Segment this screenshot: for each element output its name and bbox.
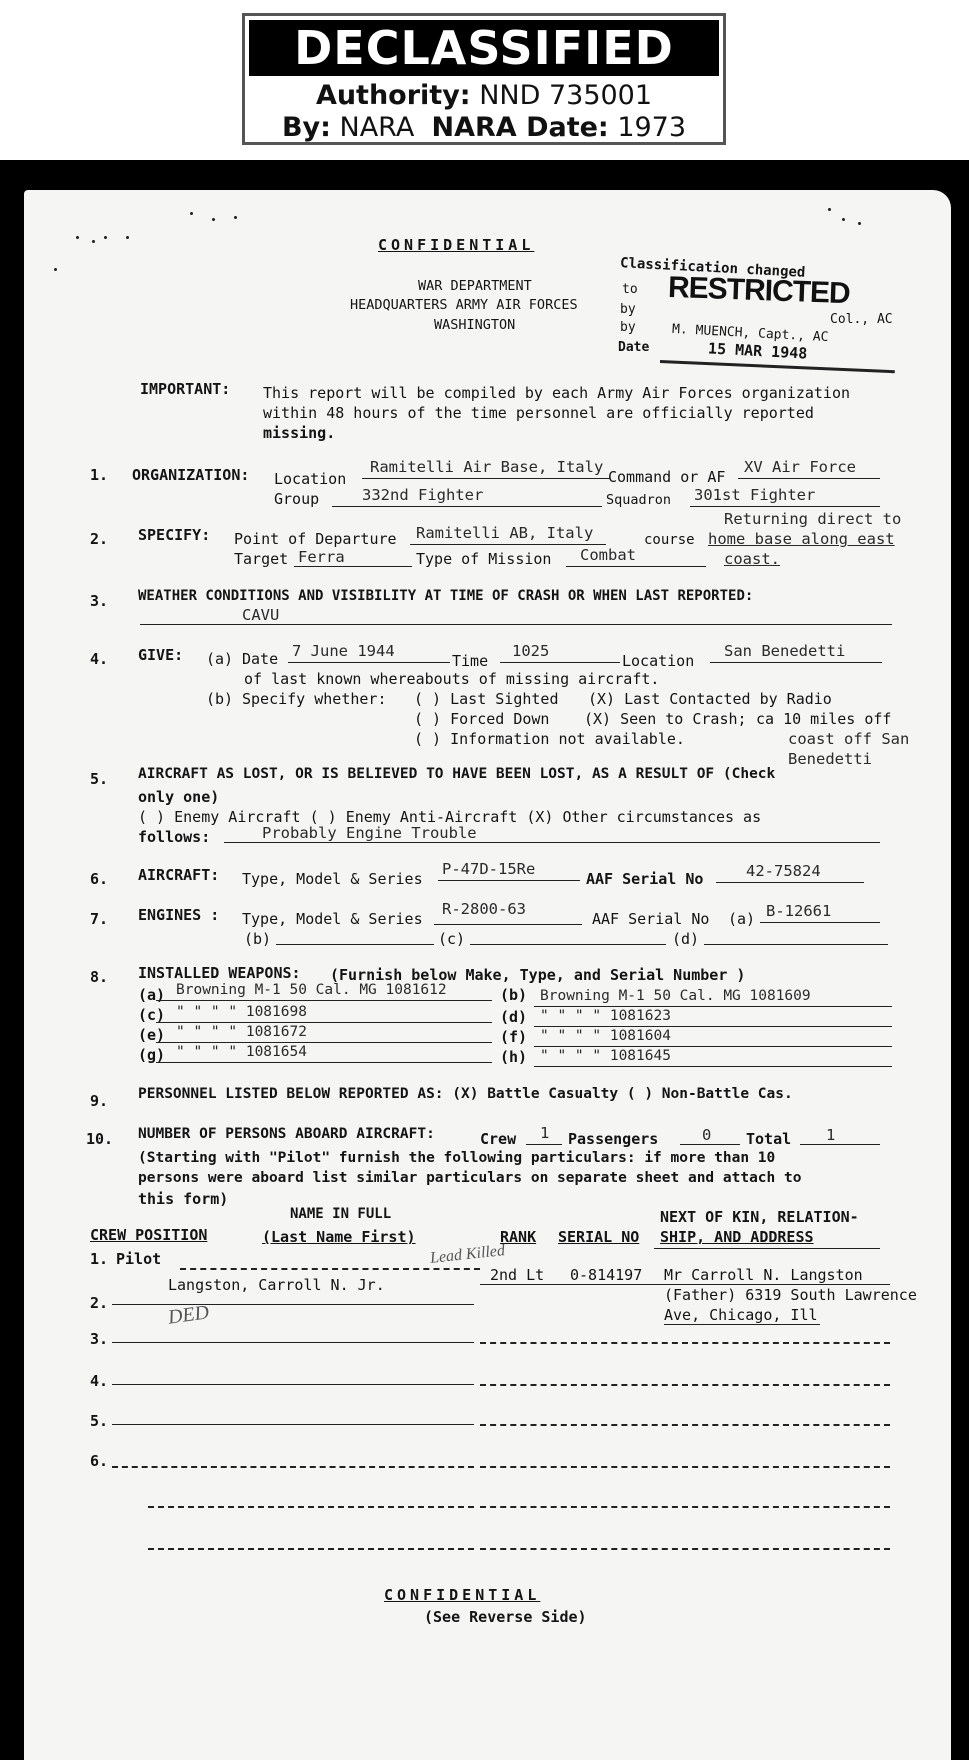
group-value: 332nd Fighter: [362, 486, 484, 504]
weapon-e-label: (e): [138, 1026, 166, 1044]
weapon-d-label: (d): [500, 1008, 528, 1026]
aircraft-serial-label: AAF Serial No: [586, 870, 704, 888]
s6-number: 6.: [90, 870, 109, 888]
classification-bottom: CONFIDENTIAL: [384, 1586, 541, 1604]
organization-label: ORGANIZATION:: [132, 466, 250, 484]
departure-value: Ramitelli AB, Italy: [416, 524, 594, 542]
passengers-label: Passengers: [568, 1130, 659, 1148]
reclass-date-label: Date: [618, 340, 650, 355]
group-label: Group: [274, 490, 320, 508]
lost-line1: AIRCRAFT AS LOST, OR IS BELIEVED TO HAVE BEEN LOST, AS A RESULT OF (Check: [138, 766, 776, 782]
important-line1: This report will be compiled by each Army Air Forces organization: [263, 384, 850, 402]
give-label: GIVE:: [138, 646, 184, 664]
header-name-full: NAME IN FULL: [290, 1206, 392, 1222]
engine-b: (b): [244, 930, 272, 948]
weapons-label: INSTALLED WEAPONS:: [138, 964, 301, 982]
date-label: Date: [242, 650, 279, 668]
crash-note3: Benedetti: [788, 750, 872, 768]
passengers-count: 0: [702, 1126, 712, 1144]
declassified-banner: [242, 13, 726, 145]
persons-line2: (Starting with "Pilot" furnish the following particulars: if more than 10: [138, 1150, 776, 1166]
specify-whether: Specify whether:: [242, 690, 387, 708]
kin-line2: (Father) 6319 South Lawrence: [664, 1286, 917, 1304]
squadron-value: 301st Fighter: [694, 486, 816, 504]
option-seen-crash: (X) Seen to Crash;: [584, 710, 747, 728]
weapon-a-label: (a): [138, 986, 166, 1004]
weapon-c-label: (c): [138, 1006, 166, 1024]
weapon-a: Browning M-1 50 Cal. MG 1081612: [176, 982, 447, 998]
important-line2: within 48 hours of the time personnel are officially reported: [263, 404, 814, 422]
important-line3: missing.: [263, 424, 336, 442]
crew-label: Crew: [480, 1130, 517, 1148]
mission-label: Type of Mission: [416, 550, 552, 568]
headquarters: HEADQUARTERS ARMY AIR FORCES: [350, 297, 578, 313]
banner-by: By: NARA NARA Date: 1973: [281, 112, 687, 143]
engine-serial-a: B-12661: [766, 902, 832, 920]
s8-number: 8.: [90, 968, 109, 986]
command-label: Command or AF: [608, 468, 726, 486]
see-reverse-side: (See Reverse Side): [424, 1608, 587, 1626]
crew-row6-number: 6.: [90, 1452, 109, 1470]
s9-number: 9.: [90, 1092, 109, 1110]
crew-count: 1: [540, 1124, 550, 1142]
give-location-label: Location: [622, 652, 695, 670]
aircraft-type-label: Type, Model & Series: [242, 870, 423, 888]
whereabouts-text: of last known whereabouts of missing aircraft.: [244, 670, 660, 688]
time-value: 1025: [512, 642, 550, 660]
date-value: 7 June 1944: [292, 642, 395, 660]
weapon-b: Browning M-1 50 Cal. MG 1081609: [540, 988, 811, 1004]
option-not-available: ( ) Information not available.: [414, 730, 685, 748]
lost-line2: only one): [138, 788, 220, 806]
persons-line4: this form): [138, 1190, 229, 1208]
reclass-officer: M. MUENCH, Capt., AC: [671, 321, 829, 346]
reclass-by1-tail: Col., AC: [830, 312, 893, 327]
mission-value: Combat: [580, 546, 636, 564]
banner-title: DECLASSIFIED: [249, 20, 719, 76]
squadron-label: Squadron: [606, 492, 672, 508]
weapon-g-label: (g): [138, 1046, 166, 1064]
crew-serial: 0-814197: [570, 1266, 643, 1284]
crew-row4-number: 4.: [90, 1372, 109, 1390]
header-crew-position: CREW POSITION: [90, 1226, 208, 1244]
location-value: Ramitelli Air Base, Italy: [370, 458, 604, 476]
engine-type-label: Type, Model & Series: [242, 910, 423, 928]
specify-label: SPECIFY:: [138, 526, 211, 544]
aircraft-serial-value: 42-75824: [746, 862, 821, 880]
course-line3: coast.: [724, 550, 780, 568]
persons-label: NUMBER OF PERSONS ABOARD AIRCRAFT:: [138, 1126, 435, 1142]
weapons-note: (Furnish below Make, Type, and Serial Number ): [330, 966, 746, 984]
handwritten-annotation: Lead Killed: [429, 1242, 506, 1267]
weapon-b-label: (b): [500, 986, 528, 1004]
option-last-sighted: ( ) Last Sighted: [414, 690, 559, 708]
reclass-to: to: [622, 282, 638, 297]
follows-value: Probably Engine Trouble: [262, 824, 477, 842]
handwritten-ded: DED: [166, 1301, 211, 1329]
reclass-by1: by: [620, 302, 636, 317]
weapon-e: " " " " 1081672: [176, 1024, 307, 1040]
personnel-status: PERSONNEL LISTED BELOW REPORTED AS: (X) Battle Casualty ( ) Non-Battle Cas.: [138, 1086, 793, 1102]
location-label: Location: [274, 470, 347, 488]
crew-rank: 2nd Lt: [490, 1266, 545, 1284]
crew-row2-number: 2.: [90, 1294, 109, 1312]
header-serial: SERIAL NO: [558, 1228, 640, 1246]
total-count: 1: [826, 1126, 836, 1144]
crew-row1-position: Pilot: [116, 1250, 162, 1268]
kin-line1: Mr Carroll N. Langston: [664, 1266, 863, 1284]
course-label: course: [644, 532, 695, 548]
banner-authority: Authority: NND 735001: [315, 80, 653, 111]
weather-value: CAVU: [242, 606, 280, 624]
s10-number: 10.: [86, 1130, 114, 1148]
weapon-c: " " " " 1081698: [176, 1004, 307, 1020]
header-rank: RANK: [500, 1228, 537, 1246]
course-line2: home base along east: [708, 530, 895, 548]
s2-number: 2.: [90, 530, 109, 548]
weapon-h: " " " " 1081645: [540, 1048, 671, 1064]
header-last-name-first: (Last Name First): [262, 1228, 416, 1246]
engines-label: ENGINES :: [138, 906, 220, 924]
restricted-stamp: RESTRICTED: [667, 270, 851, 311]
classification-top: CONFIDENTIAL: [378, 236, 535, 254]
lost-line3: ( ) Enemy Aircraft ( ) Enemy Anti-Aircraft (X) Other circumstances as: [138, 808, 762, 826]
persons-line3: persons were aboard list similar particulars on separate sheet and attach to: [138, 1170, 802, 1186]
crew-row1-number: 1.: [90, 1250, 109, 1268]
target-label: Target: [234, 550, 289, 568]
weapon-f: " " " " 1081604: [540, 1028, 671, 1044]
crash-note: ca 10 miles off: [756, 710, 892, 728]
header-next-of-kin: NEXT OF KIN, RELATION-: [660, 1208, 859, 1226]
give-a: (a): [206, 650, 234, 668]
kin-line3: Ave, Chicago, Ill: [664, 1306, 818, 1324]
classification-changed: Classification changed: [619, 255, 806, 281]
weapon-f-label: (f): [500, 1028, 528, 1046]
give-location-value: San Benedetti: [724, 642, 846, 660]
option-radio: (X) Last Contacted by Radio: [588, 690, 832, 708]
weapon-d: " " " " 1081623: [540, 1008, 671, 1024]
time-label: Time: [452, 652, 489, 670]
engine-serial-label: AAF Serial No: [592, 910, 710, 928]
weather-label: WEATHER CONDITIONS AND VISIBILITY AT TIME OF CRASH OR WHEN LAST REPORTED:: [138, 588, 754, 604]
s7-number: 7.: [90, 910, 109, 928]
s3-number: 3.: [90, 592, 109, 610]
s1-number: 1.: [90, 466, 109, 484]
war-department: WAR DEPARTMENT: [418, 278, 532, 294]
engine-d: (d): [672, 930, 700, 948]
important-label: IMPORTANT:: [140, 380, 231, 398]
s5-number: 5.: [90, 770, 109, 788]
crew-row5-number: 5.: [90, 1412, 109, 1430]
course-line1: Returning direct to: [724, 510, 902, 528]
s4-number: 4.: [90, 650, 109, 668]
washington: WASHINGTON: [434, 317, 516, 333]
crew-row3-number: 3.: [90, 1330, 109, 1348]
reclass-date: 15 MAR 1948: [707, 339, 808, 363]
aircraft-label: AIRCRAFT:: [138, 866, 220, 884]
reclass-by2: by: [620, 320, 636, 335]
total-label: Total: [746, 1130, 792, 1148]
aircraft-type-value: P-47D-15Re: [442, 860, 536, 878]
engine-a: (a): [728, 910, 756, 928]
departure-label: Point of Departure: [234, 530, 397, 548]
crash-note2: coast off San: [788, 730, 910, 748]
command-value: XV Air Force: [744, 458, 856, 476]
give-b: (b): [206, 690, 234, 708]
option-forced-down: ( ) Forced Down: [414, 710, 550, 728]
engine-type-value: R-2800-63: [442, 900, 526, 918]
follows-label: follows:: [138, 828, 211, 846]
header-relationship: SHIP, AND ADDRESS: [660, 1228, 814, 1246]
engine-c: (c): [438, 930, 466, 948]
crew-name: Langston, Carroll N. Jr.: [168, 1276, 385, 1294]
target-value: Ferra: [298, 548, 345, 566]
weapon-h-label: (h): [500, 1048, 528, 1066]
weapon-g: " " " " 1081654: [176, 1044, 307, 1060]
